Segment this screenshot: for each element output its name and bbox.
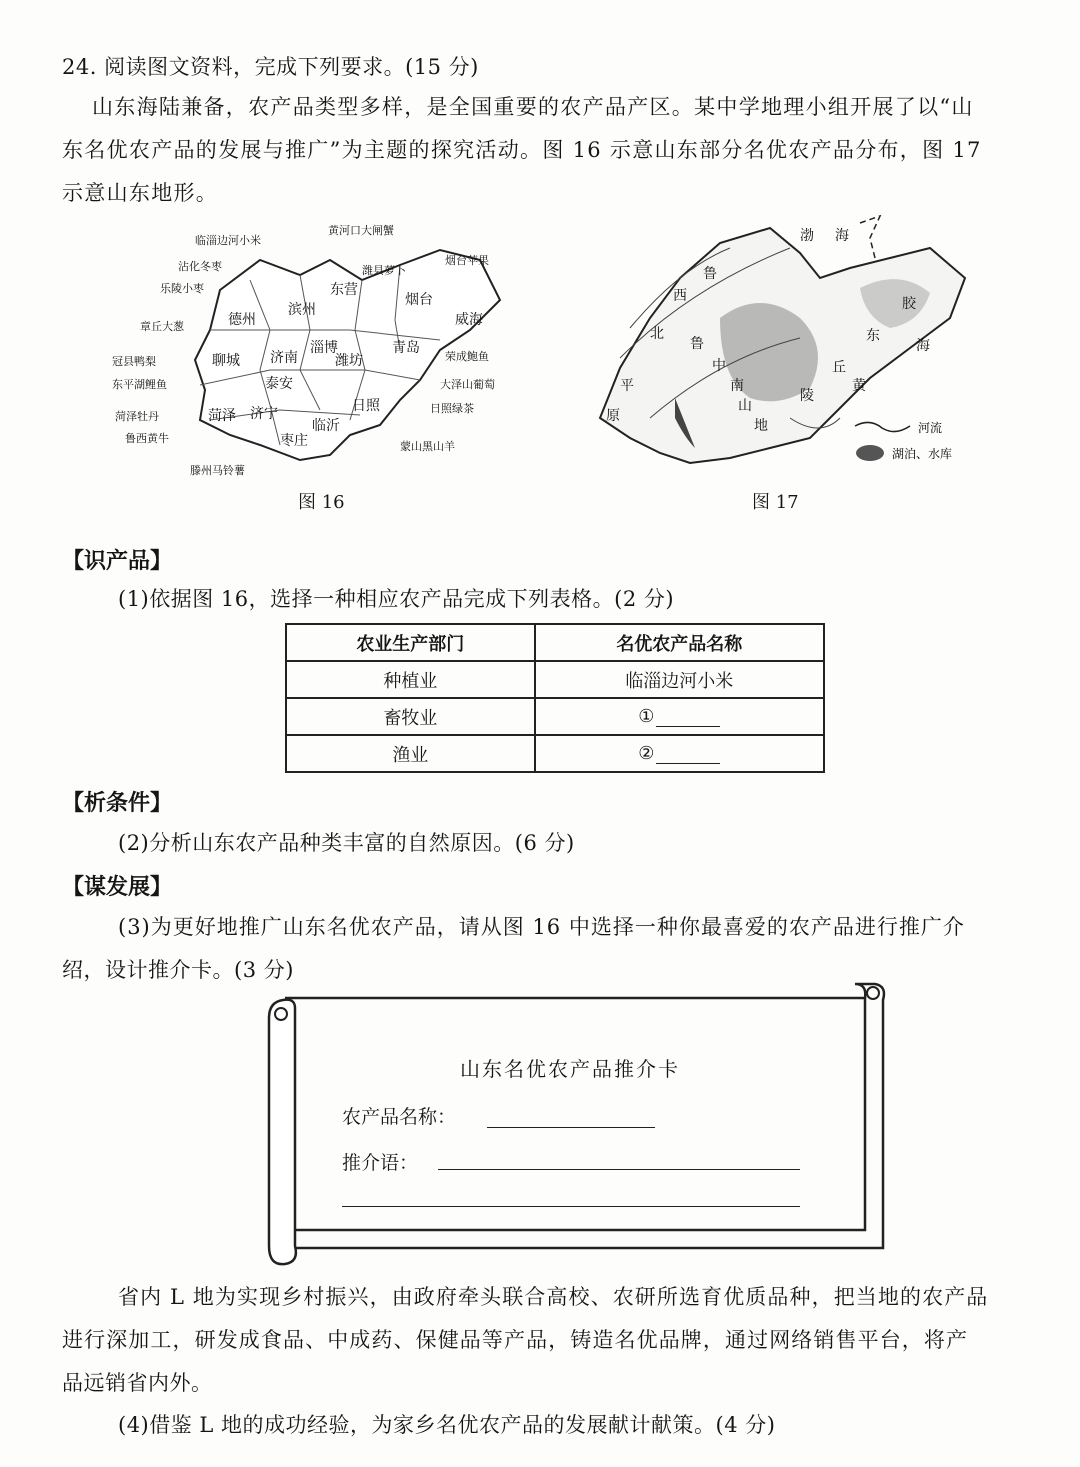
- product-label: 蒙山黑山羊: [400, 440, 455, 453]
- city-label: 菏泽: [208, 408, 236, 424]
- region-label: 陵: [800, 388, 814, 404]
- legend-river-symbol: [855, 422, 910, 431]
- figure-16-caption: 图 16: [298, 492, 345, 513]
- question-3-line-2: 绍，设计推介卡。(3 分): [62, 958, 294, 982]
- table-cell: 种植业: [286, 661, 535, 698]
- table-header: 农业生产部门: [286, 624, 535, 661]
- intro-line-3: 示意山东地形。: [62, 181, 219, 205]
- product-label: 黄河口大闸蟹: [328, 224, 394, 237]
- question-1: (1)依据图 16，选择一种相应农产品完成下列表格。(2 分): [118, 587, 675, 611]
- table-row: [286, 661, 824, 698]
- city-label: 淄博: [310, 340, 338, 356]
- region-label: 鲁: [703, 266, 717, 282]
- table-cell: 渔业: [286, 735, 535, 772]
- region-label: 东: [866, 328, 880, 344]
- product-label: 日照绿茶: [430, 402, 474, 415]
- product-label: 滕州马铃薯: [190, 464, 245, 477]
- city-label: 东营: [330, 282, 358, 298]
- table-row: [286, 698, 824, 735]
- legend-lake-symbol: [856, 445, 884, 461]
- table-row: [286, 735, 824, 772]
- answer-blank-1[interactable]: ①: [535, 698, 824, 735]
- product-label: 荣成鲍鱼: [445, 350, 489, 363]
- region-label: 山: [738, 398, 752, 414]
- city-label: 威海: [455, 312, 483, 328]
- question-2: (2)分析山东农产品种类丰富的自然原因。(6 分): [118, 831, 575, 855]
- figure-17-map: [570, 208, 990, 478]
- card-name-input-line[interactable]: [487, 1127, 655, 1128]
- figure-16-map: [100, 220, 530, 480]
- product-label: 菏泽牡丹: [115, 410, 159, 423]
- table-header: 名优农产品名称: [535, 624, 824, 661]
- region-label: 胶: [902, 296, 916, 312]
- city-label: 聊城: [212, 353, 240, 369]
- region-label: 渤: [800, 228, 814, 244]
- product-label: 烟台苹果: [445, 254, 489, 267]
- card-slogan-input-line-1[interactable]: [438, 1169, 800, 1170]
- city-label: 滨州: [288, 302, 316, 318]
- product-label: 沾化冬枣: [178, 260, 222, 273]
- figure-17-caption: 图 17: [752, 492, 799, 513]
- product-table: [285, 623, 825, 773]
- region-label: 北: [650, 326, 664, 342]
- city-label: 烟台: [405, 292, 433, 308]
- region-label: 南: [730, 378, 744, 394]
- product-label: 鲁西黄牛: [125, 432, 169, 445]
- card-slogan-label: 推介语：: [342, 1152, 419, 1174]
- question-header: 24. 阅读图文资料，完成下列要求。(15 分): [62, 55, 479, 79]
- legend-river-label: 河流: [918, 421, 943, 435]
- city-label: 枣庄: [280, 433, 308, 449]
- passage-line-2: 进行深加工，研发成食品、中成药、保健品等产品，铸造名优品牌，通过网络销售平台，将产: [62, 1328, 969, 1352]
- region-label: 黄: [852, 378, 866, 394]
- product-label: 大泽山葡萄: [440, 378, 495, 391]
- product-label: 乐陵小枣: [160, 282, 204, 295]
- region-label: 原: [606, 408, 620, 424]
- question-4: (4)借鉴 L 地的成功经验，为家乡名优农产品的发展献计献策。(4 分): [118, 1413, 776, 1437]
- passage-line-3: 品远销省内外。: [62, 1371, 213, 1395]
- product-label: 章丘大葱: [140, 320, 184, 333]
- city-label: 泰安: [265, 376, 293, 392]
- city-label: 青岛: [392, 340, 420, 356]
- city-label: 德州: [228, 312, 256, 328]
- region-label: 鲁: [690, 336, 704, 352]
- section-3-title: 【谋发展】: [62, 874, 173, 900]
- region-label: 中: [712, 358, 726, 374]
- city-label: 临沂: [312, 418, 340, 434]
- product-label: 潍县萝卜: [362, 264, 406, 277]
- section-2-title: 【析条件】: [62, 790, 173, 816]
- region-label: 海: [916, 338, 930, 354]
- city-label: 济宁: [250, 406, 278, 422]
- region-label: 地: [754, 418, 768, 434]
- city-label: 济南: [270, 350, 298, 366]
- card-name-label: 农产品名称：: [342, 1106, 457, 1128]
- card-title: 山东名优农产品推介卡: [460, 1057, 680, 1081]
- city-label: 日照: [352, 398, 380, 414]
- passage-line-1: 省内 L 地为实现乡村振兴，由政府牵头联合高校、农研所选育优质品种，把当地的农产品: [118, 1285, 989, 1309]
- intro-line-1: 山东海陆兼备，农产品类型多样，是全国重要的农产品产区。某中学地理小组开展了以“山: [92, 95, 974, 119]
- question-3-line-1: (3)为更好地推广山东名优农产品，请从图 16 中选择一种你最喜爱的农产品进行推广介: [118, 915, 965, 939]
- answer-blank-2[interactable]: ②: [535, 735, 824, 772]
- section-1-title: 【识产品】: [62, 548, 173, 574]
- region-label: 丘: [832, 360, 846, 376]
- card-slogan-input-line-2[interactable]: [342, 1206, 800, 1207]
- product-label: 东平湖鲤鱼: [112, 378, 167, 391]
- legend-lake-label: 湖泊、水库: [892, 447, 953, 461]
- intro-line-2: 东名优农产品的发展与推广”为主题的探究活动。图 16 示意山东部分名优农产品分布，图 17: [62, 138, 982, 162]
- region-label: 西: [673, 288, 687, 304]
- region-label: 平: [620, 378, 634, 394]
- city-label: 潍坊: [335, 353, 363, 369]
- table-cell: 临淄边河小米: [535, 661, 824, 698]
- table-cell: 畜牧业: [286, 698, 535, 735]
- product-label: 冠县鸭梨: [112, 355, 156, 368]
- region-label: 海: [835, 228, 849, 244]
- product-label: 临淄边河小米: [195, 234, 261, 247]
